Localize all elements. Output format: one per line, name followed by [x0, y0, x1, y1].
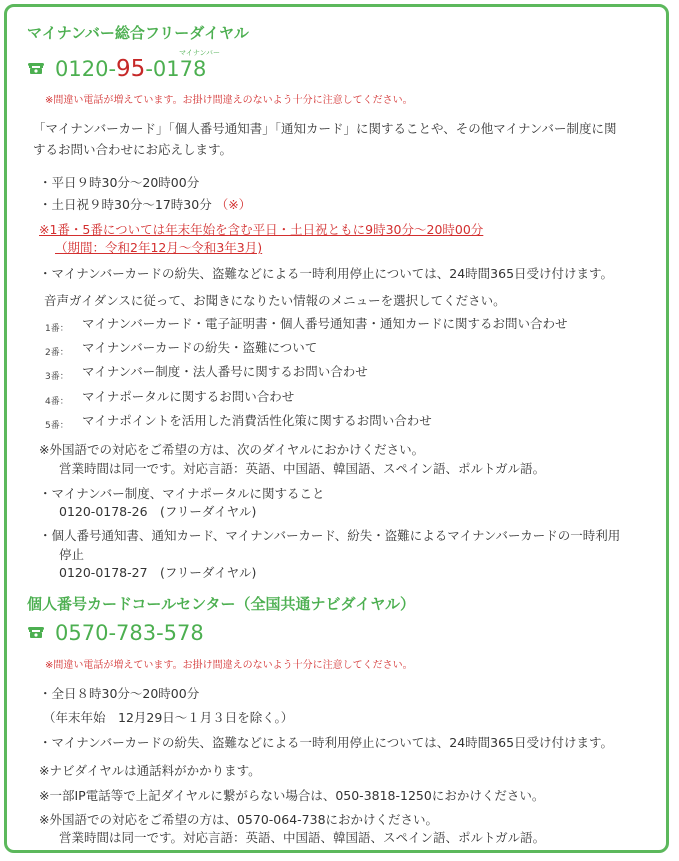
section2-lost-stop: ・マイナンバーカードの紛失、盗難などによる一時利用停止については、24時間365日受け付けます。 [39, 735, 614, 750]
section2-phone-number: 0570-783-578 [55, 621, 204, 645]
phone-suffix: -0178 [145, 57, 207, 81]
section1-title: マイナンバー総合フリーダイヤル [27, 24, 249, 42]
section1-description-2: するお問い合わせにお応えします。 [33, 142, 233, 157]
phone-icon [27, 619, 45, 631]
phone-ruby: マイナンバー [179, 49, 221, 57]
foreign-dial2-number: 0120-0178-27 (フリーダイヤル) [59, 565, 257, 580]
section1-warning: ※間違い電話が増えています。お掛け間違えのないよう十分に注意してください。 [45, 95, 413, 106]
section2-title: 個人番号カードコールセンター（全国共通ナビダイヤル） [27, 595, 416, 613]
menu-number: 1番： [45, 324, 69, 334]
section2-warning: ※間違い電話が増えています。お掛け間違えのないよう十分に注意してください。 [45, 660, 413, 671]
menu-label: マイナポータルに関するお問い合わせ [82, 389, 295, 404]
foreign-line-2: 営業時間は同一です。対応言語：英語、中国語、韓国語、スペイン語、ポルトガル語。 [59, 461, 546, 476]
menu-item [45, 389, 69, 408]
section1-description-1: 「マイナンバーカード」「個人番号通知書」「通知カード」に関することや、その他マイナンバー制度に関 [33, 121, 617, 136]
section2-foreign-line-1: ※外国語での対応をご希望の方は、0570-064-738におかけください。 [39, 812, 439, 827]
menu-number: 4番： [45, 397, 69, 407]
menu-item [45, 364, 69, 383]
phone-highlight: 95 [116, 56, 146, 82]
section2-phone [27, 621, 204, 645]
menu-number: 5番： [45, 421, 69, 431]
notice-line-2: （期間：令和2年12月～令和3年3月) [55, 240, 263, 255]
menu-label: マイナンバーカード・電子証明書・個人番号通知書・通知カードに関するお問い合わせ [82, 316, 568, 331]
notice-line-1: ※1番・5番については年末年始を含む平日・土日祝ともに9時30分～20時00分 [39, 222, 484, 237]
menu-label: マイナンバーカードの紛失・盗難について [82, 340, 318, 355]
phone-icon [27, 55, 45, 67]
menu-item [45, 340, 69, 359]
hours-weekday: ・平日９時30分～20時00分 [39, 175, 200, 190]
navi-fee-note: ※ナビダイヤルは通話料がかかります。 [39, 763, 261, 778]
foreign-line-1: ※外国語での対応をご希望の方は、次のダイヤルにおかけください。 [39, 442, 425, 457]
phone-prefix: 0120- [55, 57, 117, 81]
guidance-text: 音声ガイダンスに従って、お聞きになりたい情報のメニューを選択してください。 [44, 293, 506, 308]
menu-number: 3番： [45, 372, 69, 382]
section2-hours: ・全日８時30分～20時00分 [39, 686, 200, 701]
menu-number: 2番： [45, 348, 69, 358]
menu-item [45, 413, 69, 432]
hours-holiday [39, 195, 251, 213]
section2-foreign-line-2: 営業時間は同一です。対応言語：英語、中国語、韓国語、スペイン語、ポルトガル語。 [59, 830, 546, 845]
section1-phone [27, 56, 206, 82]
hours-holiday-text: ・土日祝９時30分～17時30分 [39, 197, 212, 212]
section2-hours-exception: （年末年始 12月29日～１月３日を除く。） [43, 710, 294, 725]
menu-label: マイナンバー制度・法人番号に関するお問い合わせ [82, 364, 368, 379]
foreign-dial2-label-1: ・個人番号通知書、通知カード、マイナンバーカード、紛失・盗難によるマイナンバーカードの一時利用 [39, 528, 621, 543]
section1-lost-stop: ・マイナンバーカードの紛失、盗難などによる一時利用停止については、24時間365日受け付けます。 [39, 266, 614, 281]
menu-label: マイナポイントを活用した消費活性化策に関するお問い合わせ [82, 413, 432, 428]
foreign-dial2-label-2: 停止 [59, 547, 85, 562]
foreign-dial1-number: 0120-0178-26 (フリーダイヤル) [59, 504, 257, 519]
menu-item [45, 316, 69, 335]
hours-holiday-note: （※） [215, 197, 252, 212]
foreign-dial1-label: ・マイナンバー制度、マイナポータルに関すること [39, 486, 325, 501]
ip-phone-note: ※一部IP電話等で上記ダイヤルに繋がらない場合は、050-3818-1250におかけください。 [39, 788, 545, 803]
